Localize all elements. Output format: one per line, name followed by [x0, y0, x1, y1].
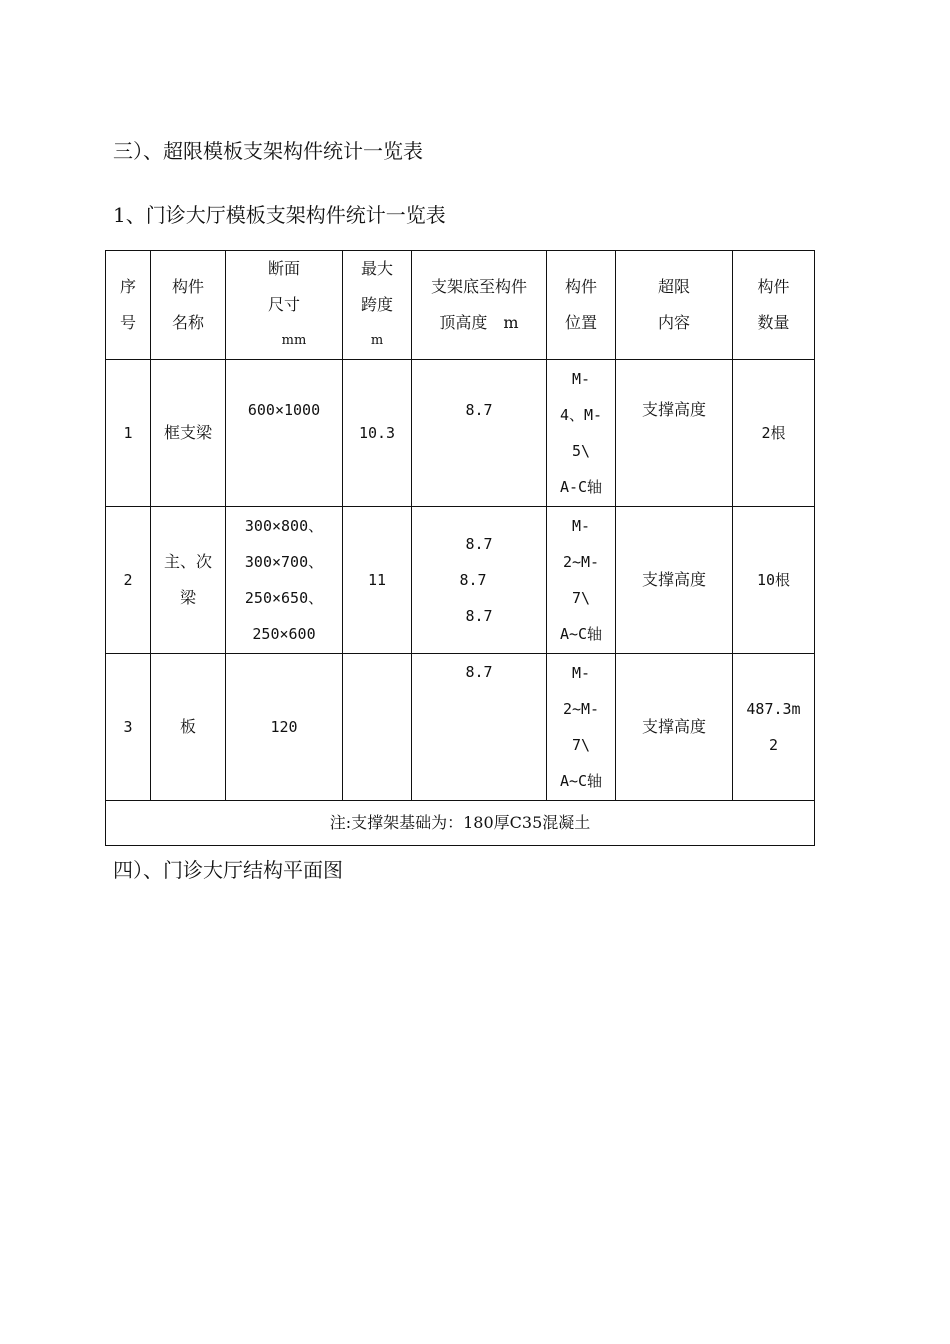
cell-height: 8.7: [412, 654, 547, 801]
section-heading-4: 四）、门诊大厅结构平面图: [113, 858, 343, 882]
cell-height: 8.7 8.7 8.7: [412, 507, 547, 654]
cell-seq: 2: [106, 507, 151, 654]
cell-seq: 1: [106, 360, 151, 507]
cell-location: M- 2~M- 7\ A~C轴: [547, 654, 616, 801]
sub-heading-1: 1、门诊大厅模板支架构件统计一览表: [113, 203, 446, 227]
header-name: 构件 名称: [151, 251, 226, 360]
header-height: 支架底至构件 顶高度 m: [412, 251, 547, 360]
cell-span: 10.3: [343, 360, 412, 507]
cell-seq: 3: [106, 654, 151, 801]
cell-location: M- 2~M- 7\ A~C轴: [547, 507, 616, 654]
cell-location: M- 4、M- 5\ A-C轴: [547, 360, 616, 507]
cell-exceed: 支撑高度: [616, 654, 733, 801]
component-stats-table: [105, 250, 815, 846]
section-heading-3: 三）、超限模板支架构件统计一览表: [113, 139, 423, 163]
cell-count: 487.3m 2: [733, 654, 815, 801]
cell-height: 8.7: [412, 360, 547, 507]
table-row: [106, 654, 815, 801]
cell-exceed: 支撑高度: [616, 360, 733, 507]
cell-section: 300×800、 300×700、 250×650、 250×600: [226, 507, 343, 654]
cell-section: 120: [226, 654, 343, 801]
header-row: [106, 251, 815, 360]
header-exceed: 超限 内容: [616, 251, 733, 360]
cell-exceed: 支撑高度: [616, 507, 733, 654]
cell-section: 600×1000: [226, 360, 343, 507]
cell-name: 板: [151, 654, 226, 801]
header-section: 断面 尺寸 mm: [226, 251, 343, 360]
cell-name: 主、次 梁: [151, 507, 226, 654]
cell-count: 2根: [733, 360, 815, 507]
cell-name: 框支梁: [151, 360, 226, 507]
cell-span: [343, 654, 412, 801]
cell-span: 11: [343, 507, 412, 654]
note-row: [106, 801, 815, 846]
table-row: [106, 360, 815, 507]
header-seq: 序 号: [106, 251, 151, 360]
cell-count: 10根: [733, 507, 815, 654]
table-note: 注:支撑架基础为：180厚C35混凝土: [106, 801, 815, 846]
header-count: 构件 数量: [733, 251, 815, 360]
table-row: [106, 507, 815, 654]
header-location: 构件 位置: [547, 251, 616, 360]
header-span: 最大 跨度 m: [343, 251, 412, 360]
